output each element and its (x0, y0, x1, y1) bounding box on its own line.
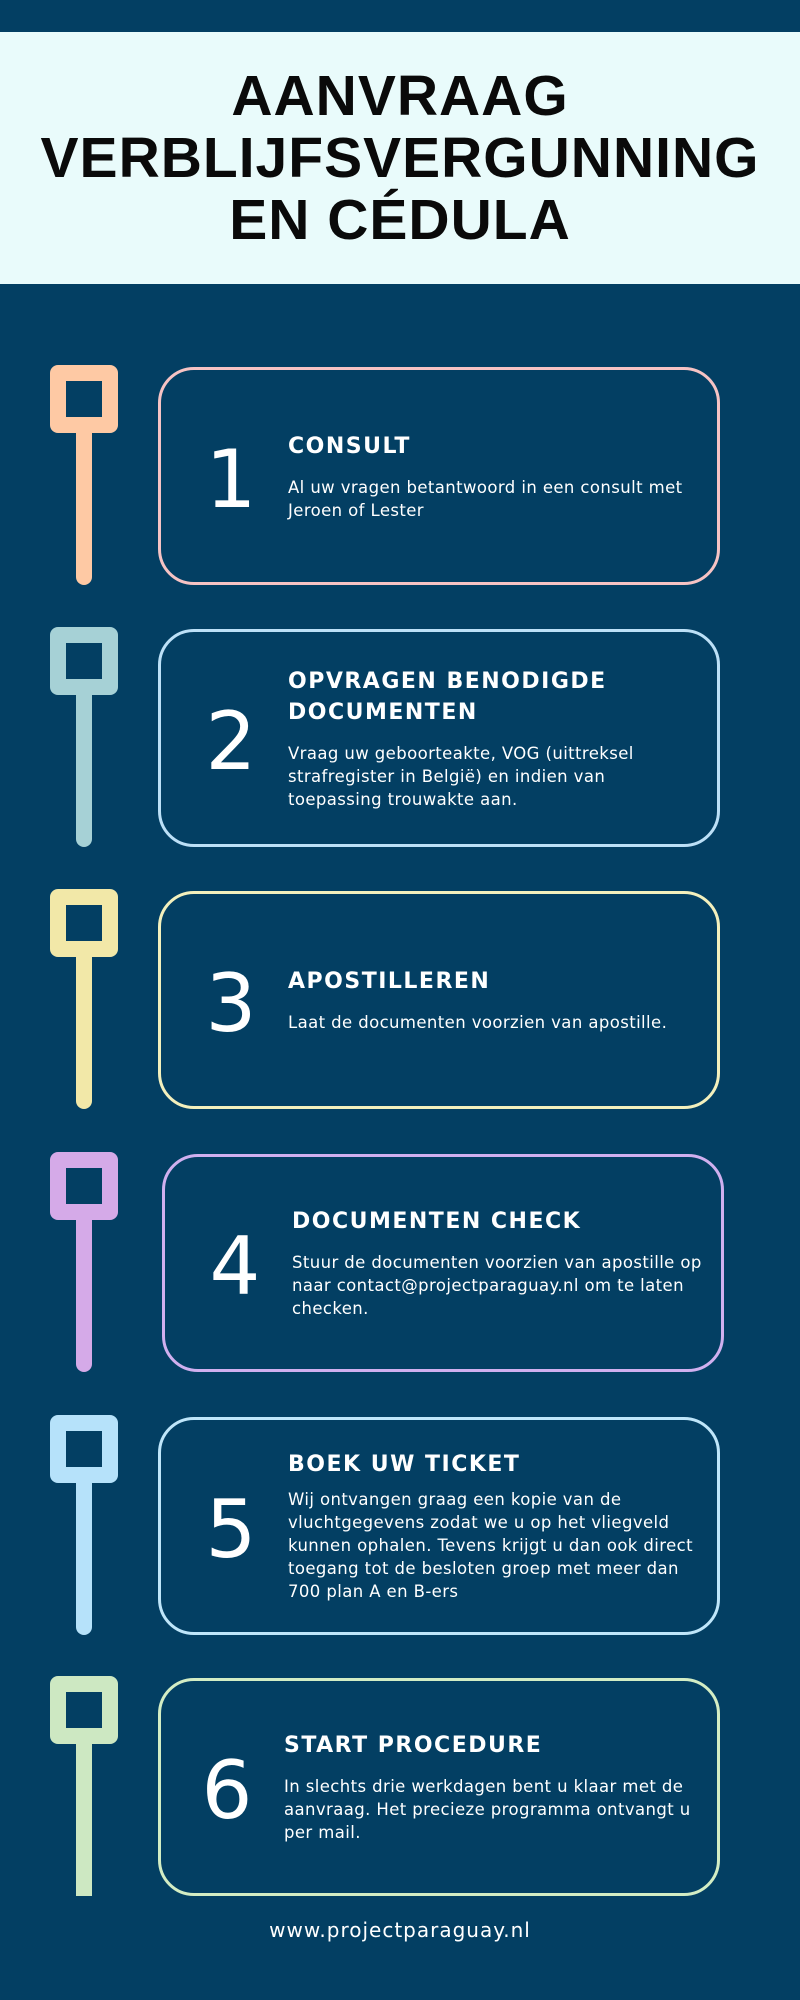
step-title: OPVRAGEN BENODIGDE DOCUMENTEN (288, 668, 607, 725)
step-5 (0, 1415, 800, 1639)
step-2 (0, 627, 800, 851)
step-description: Wij ontvangen graag een kopie van de vluchtgegevens zodat we u op het vliegveld kunnen ophalen. Tevens krijgt u dan ook direct toegang tot de besloten groep met meer dan 700 plan A en B-ers (288, 1490, 693, 1601)
page-title: AANVRAAG VERBLIJFSVERGUNNING EN CÉDULA (40, 64, 760, 252)
step-description: Laat de documenten voorzien van apostille. (288, 1013, 668, 1032)
pin-stick (76, 1212, 92, 1372)
pin-stick (76, 425, 92, 585)
step-card (158, 1678, 720, 1896)
step-3 (0, 889, 800, 1113)
step-number: 3 (205, 956, 257, 1050)
step-card (158, 891, 720, 1109)
step-card (158, 1417, 720, 1635)
header-banner (0, 32, 800, 284)
step-title: BOEK UW TICKET (288, 1452, 521, 1477)
pin-marker-icon (50, 1152, 118, 1220)
pin-stick (76, 687, 92, 847)
step-number: 1 (205, 432, 257, 526)
step-1 (0, 365, 800, 589)
pin-marker-icon (50, 889, 118, 957)
step-title: DOCUMENTEN CHECK (292, 1209, 582, 1234)
step-number: 4 (209, 1219, 261, 1313)
website-link[interactable]: www.projectparaguay.nl (269, 1918, 531, 1942)
step-description: In slechts drie werkdagen bent u klaar met de aanvraag. Het precieze programma ontvangt u per mail. (284, 1777, 691, 1842)
pin-marker-icon (50, 627, 118, 695)
pin-stick (76, 1475, 92, 1635)
step-title: CONSULT (288, 433, 411, 459)
step-description: Al uw vragen betantwoord in een consult met Jeroen of Lester (288, 477, 683, 520)
step-card (162, 1154, 724, 1372)
pin-stick (76, 949, 92, 1109)
top-strip (0, 0, 800, 32)
step-6 (0, 1676, 800, 1900)
step-description: Vraag uw geboorteakte, VOG (uittreksel strafregister in België) en indien van toepassing trouwakte aan. (288, 743, 634, 809)
pin-marker-icon (50, 1415, 118, 1483)
step-title: START PROCEDURE (284, 1733, 543, 1758)
step-number: 2 (205, 694, 257, 788)
pin-marker-icon (50, 1676, 118, 1744)
pin-marker-icon (50, 365, 118, 433)
step-description: Stuur de documenten voorzien van apostille op naar contact@projectparaguay.nl om te laten checken. (292, 1253, 702, 1318)
step-number: 6 (201, 1743, 253, 1837)
step-number: 5 (205, 1482, 257, 1576)
step-4 (0, 1152, 800, 1376)
step-title: APOSTILLEREN (288, 969, 491, 994)
step-card (158, 367, 720, 585)
step-card (158, 629, 720, 847)
pin-stick (76, 1736, 92, 1896)
